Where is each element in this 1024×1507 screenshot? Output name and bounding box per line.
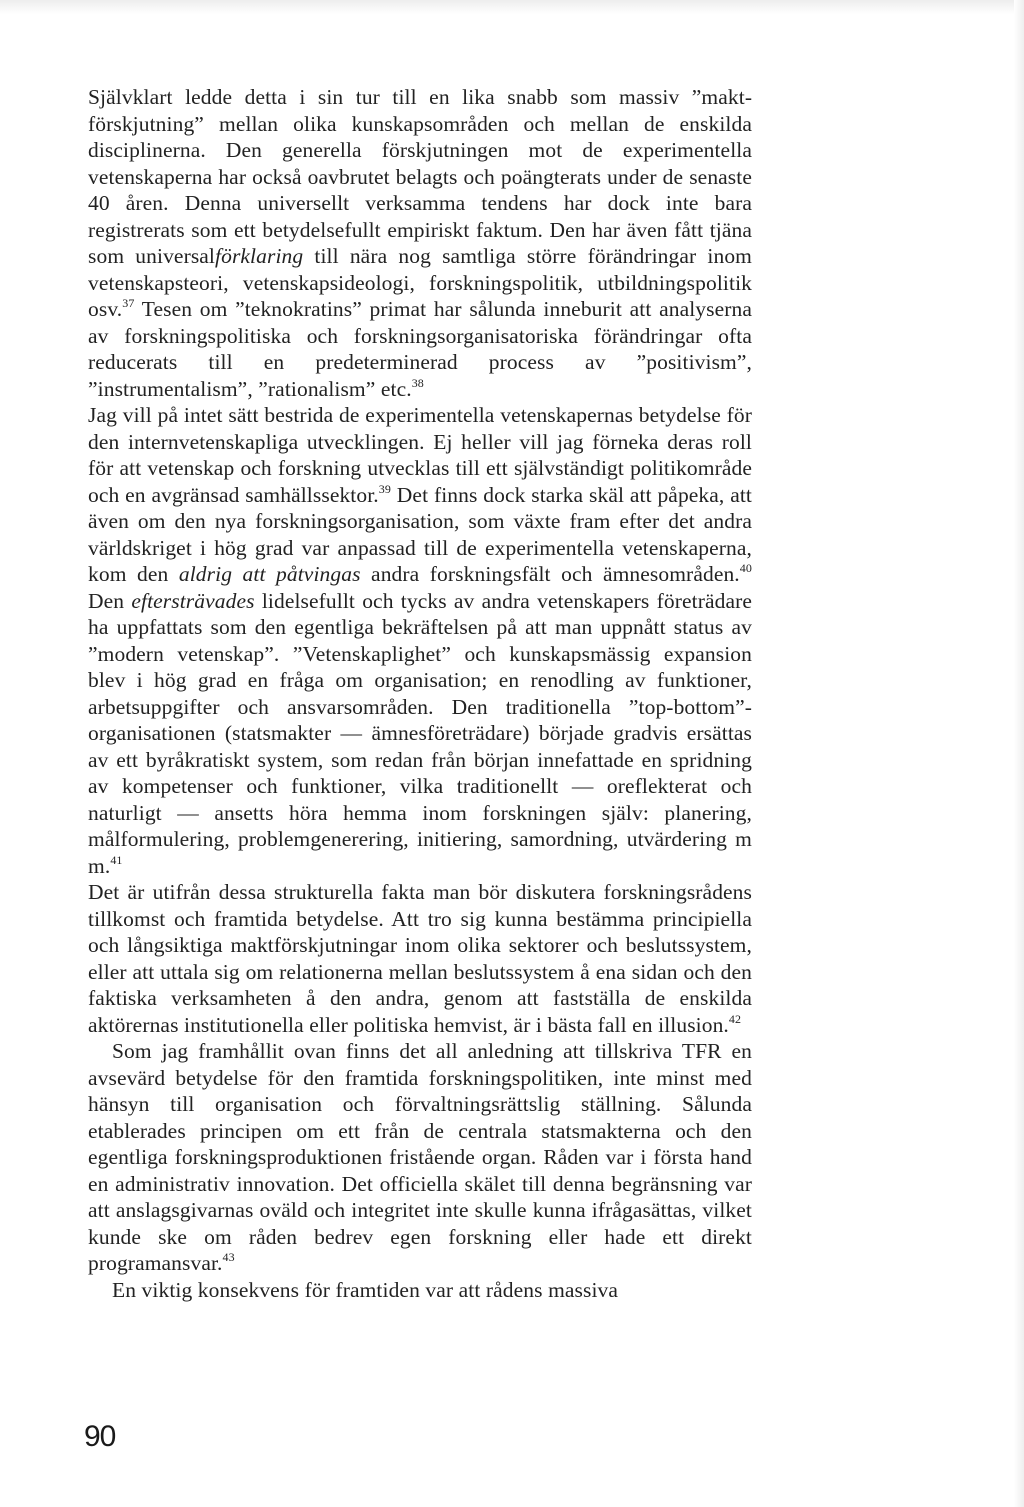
emphasis: aldrig att påtvingas [178, 562, 361, 586]
body-text [88, 84, 752, 1303]
footnote-ref: 43 [222, 1250, 235, 1264]
text-run: Det är utifrån dessa strukturella fakta man bör diskutera forskningsrådens tillkomst och framtida betydelse. Att tro sig kunna bestämma principiella och långsiktiga maktförskjutningar inom olika sektorer och beslutssystem, eller att uttala sig om relationerna mellan beslutssystem å ena sidan och den faktiska verksamheten å den andra, genom att fastställa de enskilda aktörernas institutionella eller politiska hemvist, är i bästa fall en illusion. [88, 880, 752, 1037]
text-run: Den [88, 588, 132, 613]
footnote-ref: 38 [411, 375, 424, 390]
paragraph-4 [88, 1038, 752, 1277]
footnote-ref: 37 [122, 296, 135, 310]
emphasis: förklaring [215, 244, 304, 268]
text-run: Som jag framhållit ovan finns det all anledning att tillskriva TFR en avsevärd betydelse för den framtida forskningspolitiken, inte minst med hänsyn till organisation och förvaltningsrättslig ställning. Sålunda etablerades principen om ett från de centrala statsmakterna och den egentliga forskningsproduktionen fristående organ. Råden var i första hand en administrativ innovation. Det officiella skälet till denna begränsning var att anslagsgivarnas oväld och integritet inte skulle kunna ifrågasättas, vilket kunde ske om råden bedrev egen forskning eller hade ett direkt programansvar. [88, 1039, 752, 1275]
footnote-ref: 42 [728, 1011, 742, 1026]
scan-shadow-top [0, 0, 1024, 14]
text-run: till nära nog samtliga större förändringar inom vetenskapsteori, vetenskapsideologi, forskningspolitik, utbildningspolitik osv. [88, 244, 752, 321]
text-run: En viktig konsekvens för framtiden var att rådens massiva [112, 1277, 619, 1302]
paragraph-2 [88, 402, 752, 879]
footnote-ref: 39 [378, 481, 391, 496]
text-run: Jag vill på intet sätt bestrida de experimentella vetenskapernas betydelse för den internvetenskapliga utvecklingen. Ej heller vill jag förneka deras roll för att vetenskap och forskning utvecklas till ett självständigt politikområde och en avgränsad samhällssektor. [88, 403, 752, 507]
footnote-ref: 40 [739, 561, 752, 575]
page-number: 90 [84, 1420, 116, 1453]
paragraph-1 [88, 84, 752, 402]
paragraph-5 [88, 1277, 752, 1304]
emphasis: eftersträvades [131, 588, 255, 613]
text-run: Det finns dock starka skäl att påpeka, att även om den nya forskningsorganisation, som växte fram efter det andra världskriget i hög grad var anpassad till de experimentella vetenskaperna, kom den [88, 482, 752, 586]
text-run: Självklart ledde detta i sin tur till en lika snabb som massiv ”maktförskjutning” mellan olika kunskapsområden och mellan de enskilda disciplinerna. Den generella förskjutningen mot de experimentella vetenskaperna har också oavbrutet belagts och poängterats under de senaste 40 åren. Denna universellt verksamma tendens har dock inte bara registrerats som ett betydelsefullt empiriskt faktum. Den har även fått tjäna som universal [88, 85, 752, 268]
text-run: Tesen om ”teknokratins” primat har sålunda inneburit att analyserna av forskningspolitiska och forskningsorganisatoriska förändringar ofta reducerats till en predeterminerad process av ”positivism”, ”instrumentalism”, ”rationalism” etc. [88, 297, 752, 401]
footnote-ref: 41 [110, 852, 123, 867]
paragraph-3 [88, 879, 752, 1038]
scan-shadow-right [1014, 0, 1024, 1507]
text-run: andra forskningsfält och ämnesområden. [360, 562, 740, 586]
text-run: lidelsefullt och tycks av andra vetenskapers företrädare ha uppfattats som den egentliga bekräftelsen på att man uppnått status av ”modern vetenskap”. ”Vetenskaplighet” och kunskapsmässig expansion blev i hög grad en fråga om organisation; en renodling av funktioner, arbetsuppgifter och ansvarsområden. Den traditionella ”top-bottom”-organisationen (statsmakter — ämnesföreträdare) började gradvis ersättas av ett byråkratiskt system, som redan från början innefattade en spridning av kompetenser och funktioner, vilka traditionellt — oreflekterat och naturligt — ansetts höra hemma inom forskningen själv: planering, målformulering, problemgenerering, initiering, samordning, utvärdering m m. [88, 588, 752, 878]
